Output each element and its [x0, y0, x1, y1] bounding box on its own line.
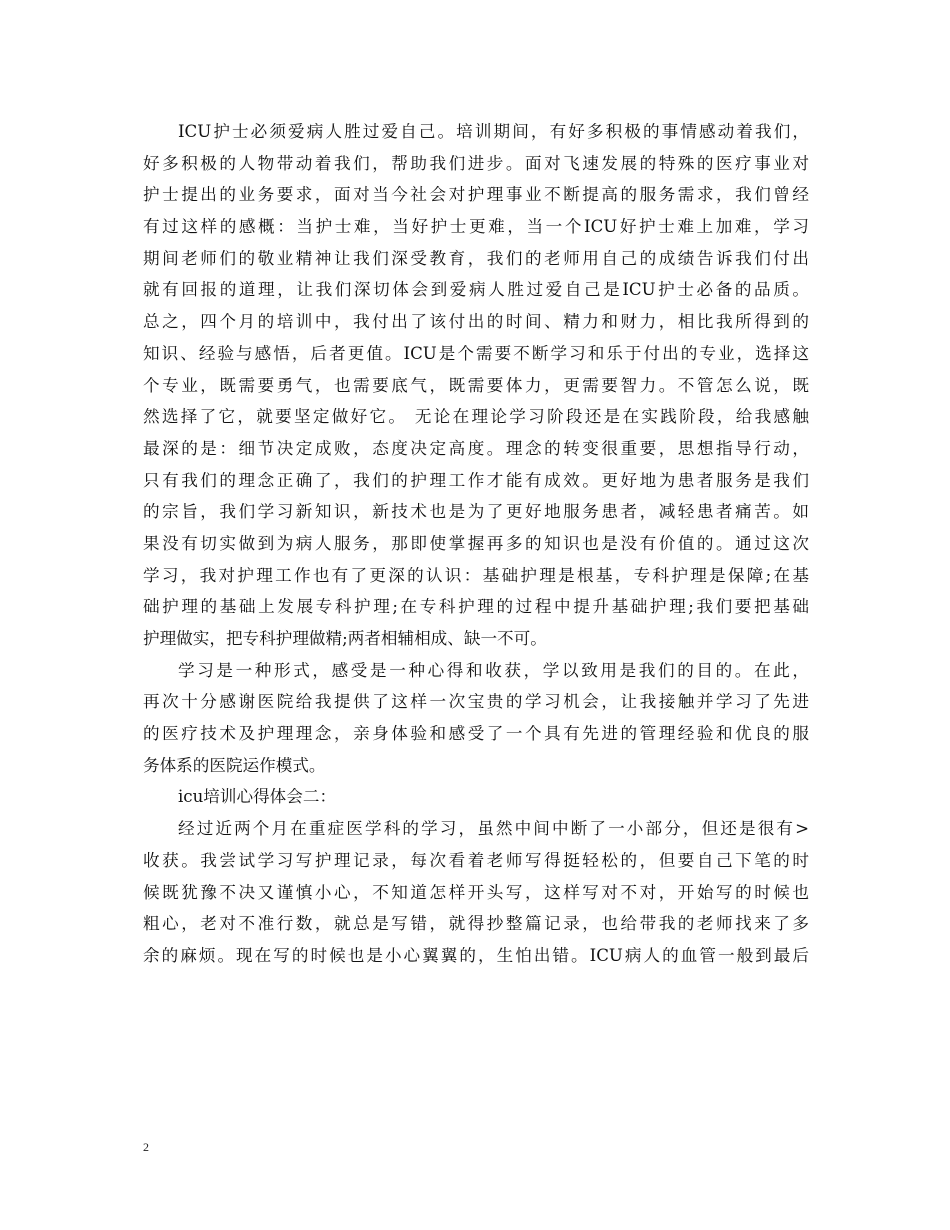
text-line: 余的麻烦。现在写的时候也是小心翼翼的，生怕出错。ICU病人的血管一般到最后 — [143, 945, 809, 965]
text-line: 就有回报的道理，让我们深切体会到爱病人胜过爱自己是ICU护士必备的品质。 — [143, 280, 809, 300]
text-line: 的医疗技术及护理理念，亲身体验和感受了一个具有先进的管理经验和优良的服 — [143, 724, 809, 744]
text-line: 只有我们的理念正确了，我们的护理工作才能有成效。更好地为患者服务是我们 — [143, 470, 809, 490]
text-line: 学习，我对护理工作也有了更深的认识：基础护理是根基，专科护理是保障;在基 — [143, 565, 809, 585]
text-line: ICU护士必须爱病人胜过爱自己。培训期间，有好多积极的事情感动着我们， — [178, 122, 809, 141]
page-number: 2 — [143, 1140, 149, 1154]
text-line: 候既犹豫不决又谨慎小心，不知道怎样开头写，这样写对不对，开始写的时候也 — [143, 882, 809, 902]
text-line: 然选择了它，就要坚定做好它。 无论在理论学习阶段还是在实践阶段，给我感触 — [143, 407, 809, 427]
text-line: 个专业，既需要勇气，也需要底气，既需要体力，更需要智力。不管怎么说，既 — [143, 375, 809, 395]
text-line: 最深的是：细节决定成败，态度决定高度。理念的转变很重要，思想指导行动， — [143, 438, 809, 458]
text-line: icu培训心得体会二： — [178, 787, 337, 807]
text-line: 护理做实，把专科护理做精;两者相辅相成、缺一不可。 — [143, 629, 547, 648]
text-line: 务体系的医院运作模式。 — [143, 755, 326, 775]
text-line: 再次十分感谢医院给我提供了这样一次宝贵的学习机会，让我接触并学习了先进 — [143, 692, 809, 712]
text-line: 有过这样的感概：当护士难，当好护士更难，当一个ICU好护士难上加难，学习 — [143, 217, 809, 237]
text-line: 期间老师们的敬业精神让我们深受教育，我们的老师用自己的成绩告诉我们付出 — [143, 248, 809, 268]
text-line: 知识、经验与感悟，后者更值。ICU是个需要不断学习和乐于付出的专业，选择这 — [143, 343, 809, 363]
text-line: 收获。我尝试学习写护理记录，每次看着老师写得挺轻松的，但要自己下笔的时 — [143, 850, 809, 870]
document-body — [143, 116, 809, 972]
text-line: 粗心，老对不准行数，就总是写错，就得抄整篇记录，也给带我的老师找来了多 — [143, 914, 809, 934]
text-line: 的宗旨，我们学习新知识，新技术也是为了更好地服务患者，减轻患者痛苦。如 — [143, 502, 809, 522]
text-line: 果没有切实做到为病人服务，那即使掌握再多的知识也是没有价值的。通过这次 — [143, 533, 809, 553]
text-line: 经过近两个月在重症医学科的学习，虽然中间中断了一小部分，但还是很有> — [178, 819, 809, 839]
text-line: 护士提出的业务要求，面对当今社会对护理事业不断提高的服务需求，我们曾经 — [143, 185, 809, 205]
text-line: 础护理的基础上发展专科护理;在专科护理的过程中提升基础护理;我们要把基础 — [143, 597, 809, 617]
text-line: 总之，四个月的培训中，我付出了该付出的时间、精力和财力，相比我所得到的 — [143, 312, 809, 332]
text-line: 学习是一种形式，感受是一种心得和收获，学以致用是我们的目的。在此， — [178, 660, 809, 680]
text-line: 好多积极的人物带动着我们，帮助我们进步。面对飞速发展的特殊的医疗事业对 — [143, 153, 809, 173]
